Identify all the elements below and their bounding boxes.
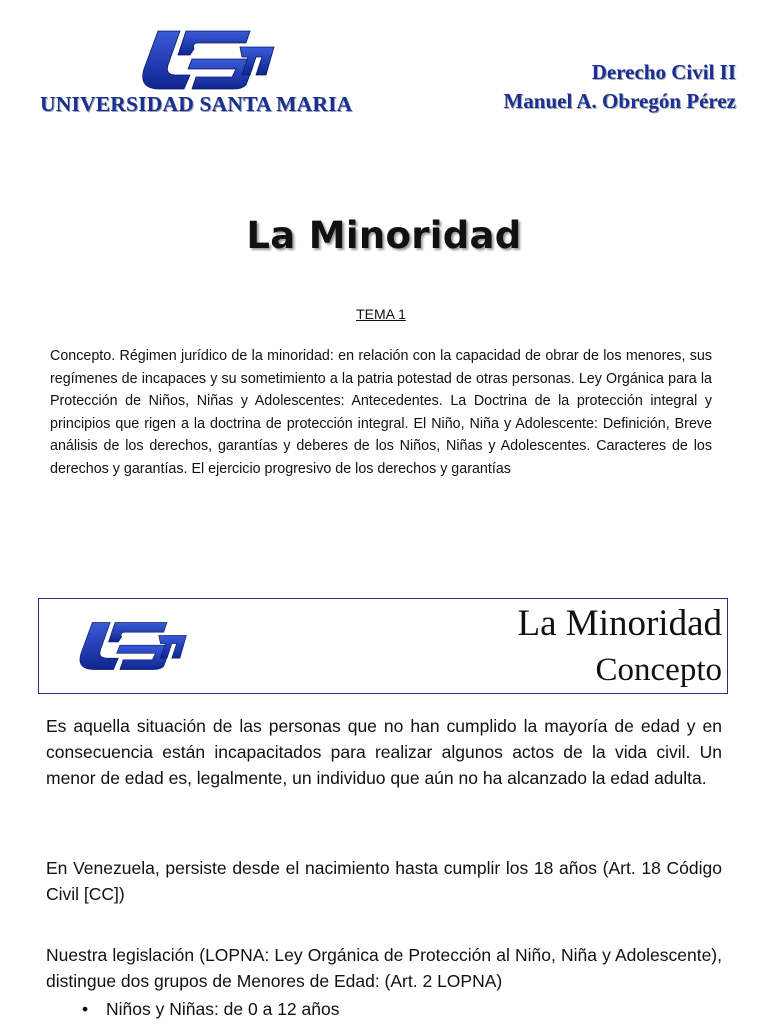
list-item (82, 996, 339, 1022)
course-info (503, 58, 736, 116)
syllabus-text: Concepto. Régimen jurídico de la minoridad: en relación con la capacidad de obrar de los menores, sus regímenes de incapaces y su sometimiento a la patria potestad de otras personas. Ley Orgánica para la Protección de Niños, Niñas y Adolescentes: Antecedentes. La Doctrina de la protección integral y principios que rigen a la doctrina de protección integral. El Niño, Niña y Adolescente: Definición, Breve análisis de los derechos, garantías y deberes de los Niños, Niñas y Adolescentes. Caracteres de los derechos y garantías. El ejercicio progresivo de los derechos y garantías (50, 348, 712, 477)
course-title: Derecho Civil II (591, 60, 736, 84)
slide-title: La Minoridad (517, 603, 722, 644)
topic-label: TEMA 1 (356, 306, 406, 322)
page-title: La Minoridad (246, 214, 522, 257)
university-name: UNIVERSIDAD SANTA MARIA (40, 92, 353, 116)
usm-logo (128, 25, 276, 95)
paragraph-venezuela: En Venezuela, persiste desde el nacimiento hasta cumplir los 18 años (Art. 18 Código Civil [CC]) (46, 858, 722, 904)
usm-logo-small (68, 617, 188, 675)
professor-name: Manuel A. Obregón Pérez (503, 89, 736, 113)
paragraph-definition: Es aquella situación de las personas que no han cumplido la mayoría de edad y en consecuencia están incapacitados para realizar algunos actos de la vida civil. Un menor de edad es, legalmente, un individuo que aún no ha alcanzado la edad adulta. (46, 716, 722, 788)
paragraph-legislation: Nuestra legislación (LOPNA: Ley Orgánica de Protección al Niño, Niña y Adolescente), distingue dos grupos de Menores de Edad: (Art. 2 LOPNA) (46, 945, 722, 991)
bullet-icon: • (82, 999, 89, 1019)
slide-subtitle: Concepto (595, 652, 722, 688)
list-item-text: Niños y Niñas: de 0 a 12 años (106, 999, 340, 1019)
